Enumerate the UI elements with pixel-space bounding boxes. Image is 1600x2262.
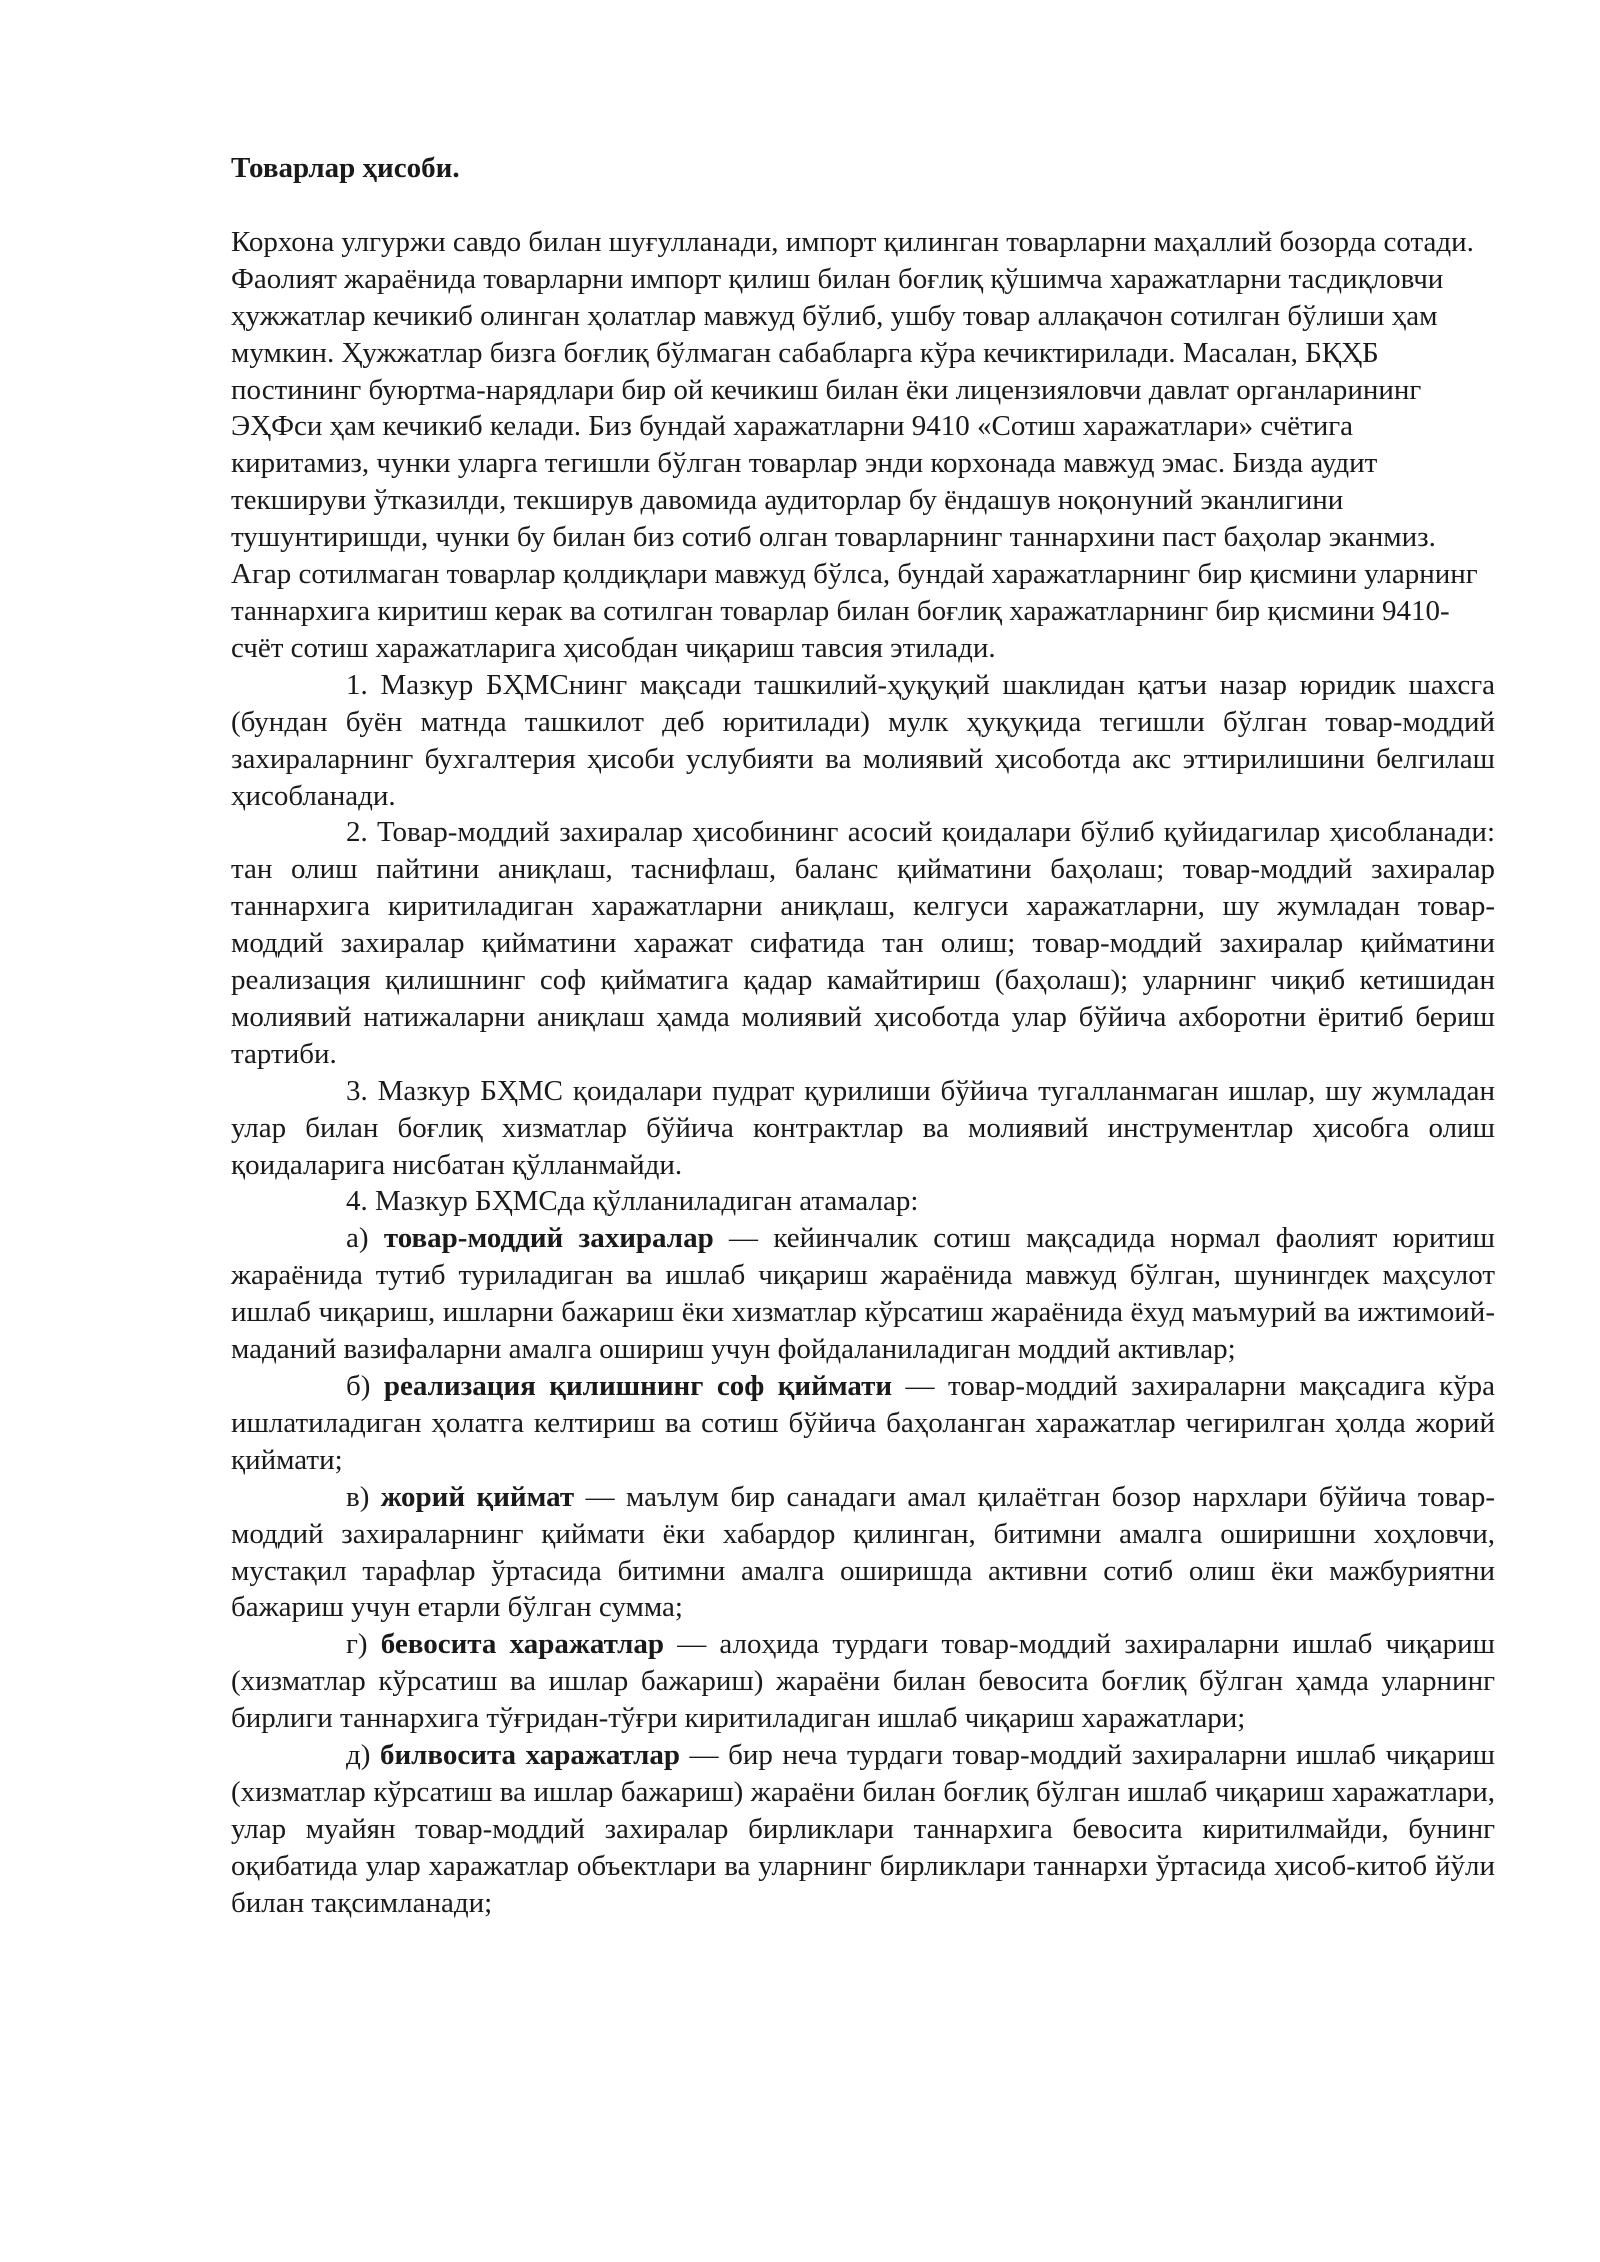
clause-paragraph: 1. Мазкур БҲМСнинг мақсади ташкилий-ҳуқуқий шаклидан қатъи назар юридик шахсга (бундан буён матнда ташкилот деб юритилади) мулк ҳуқуқида тегишли бўлган товар-моддий захираларнинг бухгалтерия ҳисоби услубияти ва молиявий ҳисоботда акс эттирилишини белгилаш ҳисобланади. [231, 668, 1495, 812]
definition-prefix: б) [346, 1370, 384, 1402]
definition-paragraph [231, 1626, 1495, 1737]
definition-term: жорий қиймат [380, 1480, 575, 1513]
definition-text: — бир неча турдаги товар-моддий захираларни ишлаб чиқариш (хизматлар кўрсатиш ва ишлар бажариш) жараёни билан боғлиқ бўлган ишлаб чиқариш харажатлари, улар муайян товар-моддий захиралар бирликлари таннархига бевосита киритилмайди, бунинг оқибатида улар харажатлар объектлари ва уларнинг бирликлари таннархи ўртасида ҳисоб-китоб йўли билан тақсимланади; [231, 1739, 1495, 1919]
intro-paragraph: Корхона улгуржи савдо билан шуғулланади, импорт қилинган товарларни маҳаллий бозорда сотади. Фаолият жараёнида товарларни импорт қилиш билан боғлиқ қўшимча харажатларни тасдиқловчи ҳужжатлар кечикиб олинган ҳолатлар мавжуд бўлиб, ушбу товар аллақачон сотилган бўлиши ҳам мумкин. Ҳужжатлар бизга боғлиқ бўлмаган сабабларга кўра кечиктирилади. Масалан, БҚҲБ постининг буюртма-нарядлари бир ой кечикиш билан ёки лицензияловчи давлат органларининг ЭҲФси ҳам кечикиб келади. Биз бундай харажатларни 9410 «Сотиш харажатлари» счётига киритамиз, чунки уларга тегишли бўлган товарлар энди корхонада мавжуд эмас. Бизда аудит текшируви ўтказилди, текширув давомида аудиторлар бу ёндашув ноқонуний эканлигини тушунтиришди, чунки бу билан биз сотиб олган товарларнинг таннархини паст баҳолар эканмиз. [231, 225, 1474, 554]
clause-paragraph: 2. Товар-моддий захиралар ҳисобининг асосий қоидалари бўлиб қуйидагилар ҳисобланади: тан олиш пайтини аниқлаш, таснифлаш, баланс қийматини баҳолаш; товар-моддий захиралар таннархига киритиладиган харажатларни аниқлаш, келгуси харажатларни, шу жумладан товар-моддий захиралар қийматини харажат сифатида тан олиш; товар-моддий захиралар қийматини реализация қилишнинг соф қийматига қадар камайтириш (баҳолаш); уларнинг чиқиб кетишидан молиявий натижаларни аниқлаш ҳамда молиявий ҳисоботда улар бўйича ахборотни ёритиб бериш тартиби. [231, 816, 1495, 1070]
definition-paragraph [231, 1479, 1495, 1627]
definition-paragraph [231, 1220, 1495, 1368]
definition-term: реализация қилишнинг соф қиймати [383, 1370, 893, 1402]
intro-paragraph: Агар сотилмаган товарлар қолдиқлари мавжуд бўлса, бундай харажатларнинг бир қисмини уларнинг таннархига киритиш керак ва сотилган товарлар билан боғлиқ харажатларнинг бир қисмини 9410-счёт сотиш харажатларига ҳисобдан чиқариш тавсия этилади. [231, 558, 1478, 664]
document-page [231, 150, 1495, 1922]
definition-prefix: г) [346, 1628, 381, 1661]
clause-paragraph: 4. Мазкур БҲМСда қўлланиладиган атамалар: [346, 1185, 919, 1218]
definition-term: билвосита харажатлар [379, 1739, 681, 1772]
definition-paragraph [231, 1737, 1495, 1922]
definition-text: — маълум бир санадаги амал қилаётган бозор нархлари бўйича товар-моддий захираларнинг қиймати ёки хабардор қилинган, битимни амалга оширишни хоҳловчи, мустақил тарафлар ўртасида битимни амалга оширишда активни сотиб олиш ёки мажбуриятни бажариш учун етарли бўлган сумма; [231, 1480, 1495, 1624]
document-title: Товарлар ҳисоби. [231, 152, 460, 184]
definition-text: — товар-моддий захираларни мақсадига кўра ишлатиладиган ҳолатга келтириш ва сотиш бўйича баҳоланган харажатлар чегирилган ҳолда жорий қиймати; [231, 1370, 1495, 1476]
definition-prefix: д) [346, 1739, 380, 1772]
definition-text: — алоҳида турдаги товар-моддий захираларни ишлаб чиқариш (хизматлар кўрсатиш ва ишлар бажариш) жараёни билан бевосита боғлиқ бўлган ҳамда уларнинг бирлиги таннархига тўғридан-тўғри киритиладиган ишлаб чиқариш харажатлари; [231, 1628, 1496, 1735]
definition-term: бевосита харажатлар [380, 1628, 665, 1661]
definition-term: товар-моддий захиралар [383, 1222, 714, 1255]
clause-paragraph: 3. Мазкур БҲМС қоидалари пудрат қурилиши бўйича тугалланмаган ишлар, шу жумладан улар билан боғлиқ хизматлар бўйича контрактлар ва молиявий инструментлар ҳисобга олиш қоидаларига нисбатан қўлланмайди. [231, 1074, 1495, 1181]
definition-prefix: а) [346, 1222, 384, 1255]
definition-text: — кейинчалик сотиш мақсадида нормал фаолият юритиш жараёнида тутиб туриладиган ва ишлаб чиқариш жараёнида мавжуд бўлган, шунингдек маҳсулот ишлаб чиқариш, ишларни бажариш ёки хизматлар кўрсатиш жараёнида ёхуд маъмурий ва ижтимоий-маданий вазифаларни амалга ошириш учун фойдаланиладиган моддий активлар; [231, 1222, 1496, 1366]
definition-paragraph [231, 1368, 1495, 1479]
definition-prefix: в) [346, 1480, 381, 1513]
